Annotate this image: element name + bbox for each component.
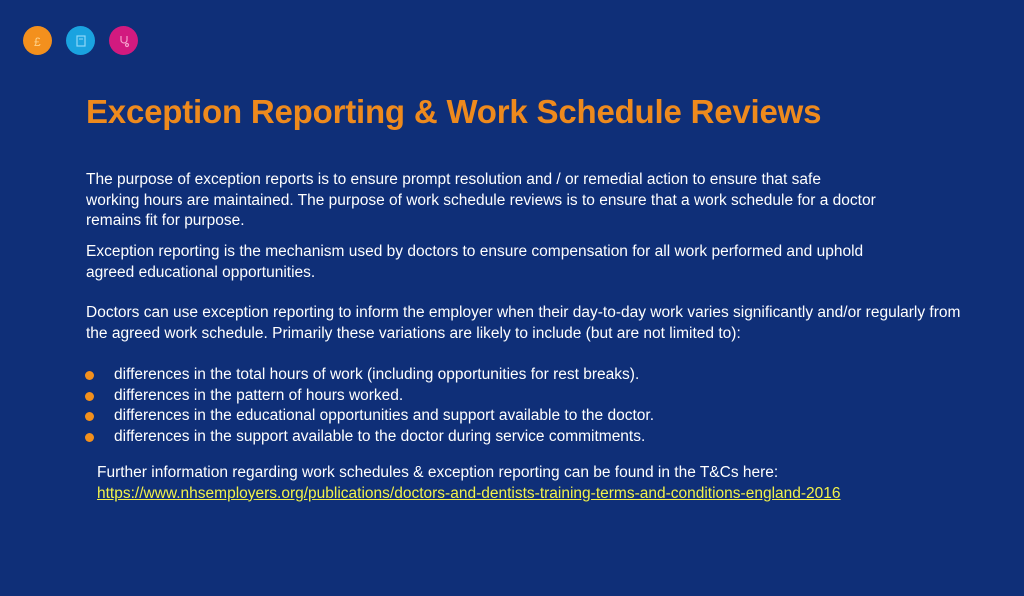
list-item: differences in the educational opportunities and support available to the doctor. [84,406,654,427]
variations-list [84,365,654,447]
list-item: differences in the pattern of hours worked. [84,386,654,407]
further-info-text: Further information regarding work schedules & exception reporting can be found in the T&Cs here: [97,464,779,481]
header-icons [23,26,138,55]
book-icon [66,26,95,55]
paragraph-mechanism: Exception reporting is the mechanism used by doctors to ensure compensation for all work performed and uphold agreed educational opportunities. [86,243,864,281]
bullet-icon [85,412,94,421]
svg-text:£: £ [33,34,41,49]
bullet-icon [85,433,94,442]
page-title: Exception Reporting & Work Schedule Reviews [86,93,822,130]
list-item: differences in the total hours of work (including opportunities for rest breaks). [84,365,654,386]
bullet-icon [85,392,94,401]
nhs-employers-link[interactable]: https://www.nhsemployers.org/publications/doctors-and-dentists-training-terms-and-conditions-england-2016 [97,484,841,502]
pound-icon [23,26,52,55]
stethoscope-icon [109,26,138,55]
paragraph-purpose: The purpose of exception reports is to ensure prompt resolution and / or remedial action to ensure that safe working hours are maintained. The purpose of work schedule reviews is to ensure that a work schedule for a doctor remains fit for purpose. [86,171,876,229]
bullet-icon [85,371,94,380]
list-item: differences in the support available to the doctor during service commitments. [84,427,654,448]
further-information [97,463,841,504]
paragraph-variations: Doctors can use exception reporting to inform the employer when their day-to-day work varies significantly and/or regularly from the agreed work schedule. Primarily these variations are likely to include (but are not limited to): [86,304,961,342]
